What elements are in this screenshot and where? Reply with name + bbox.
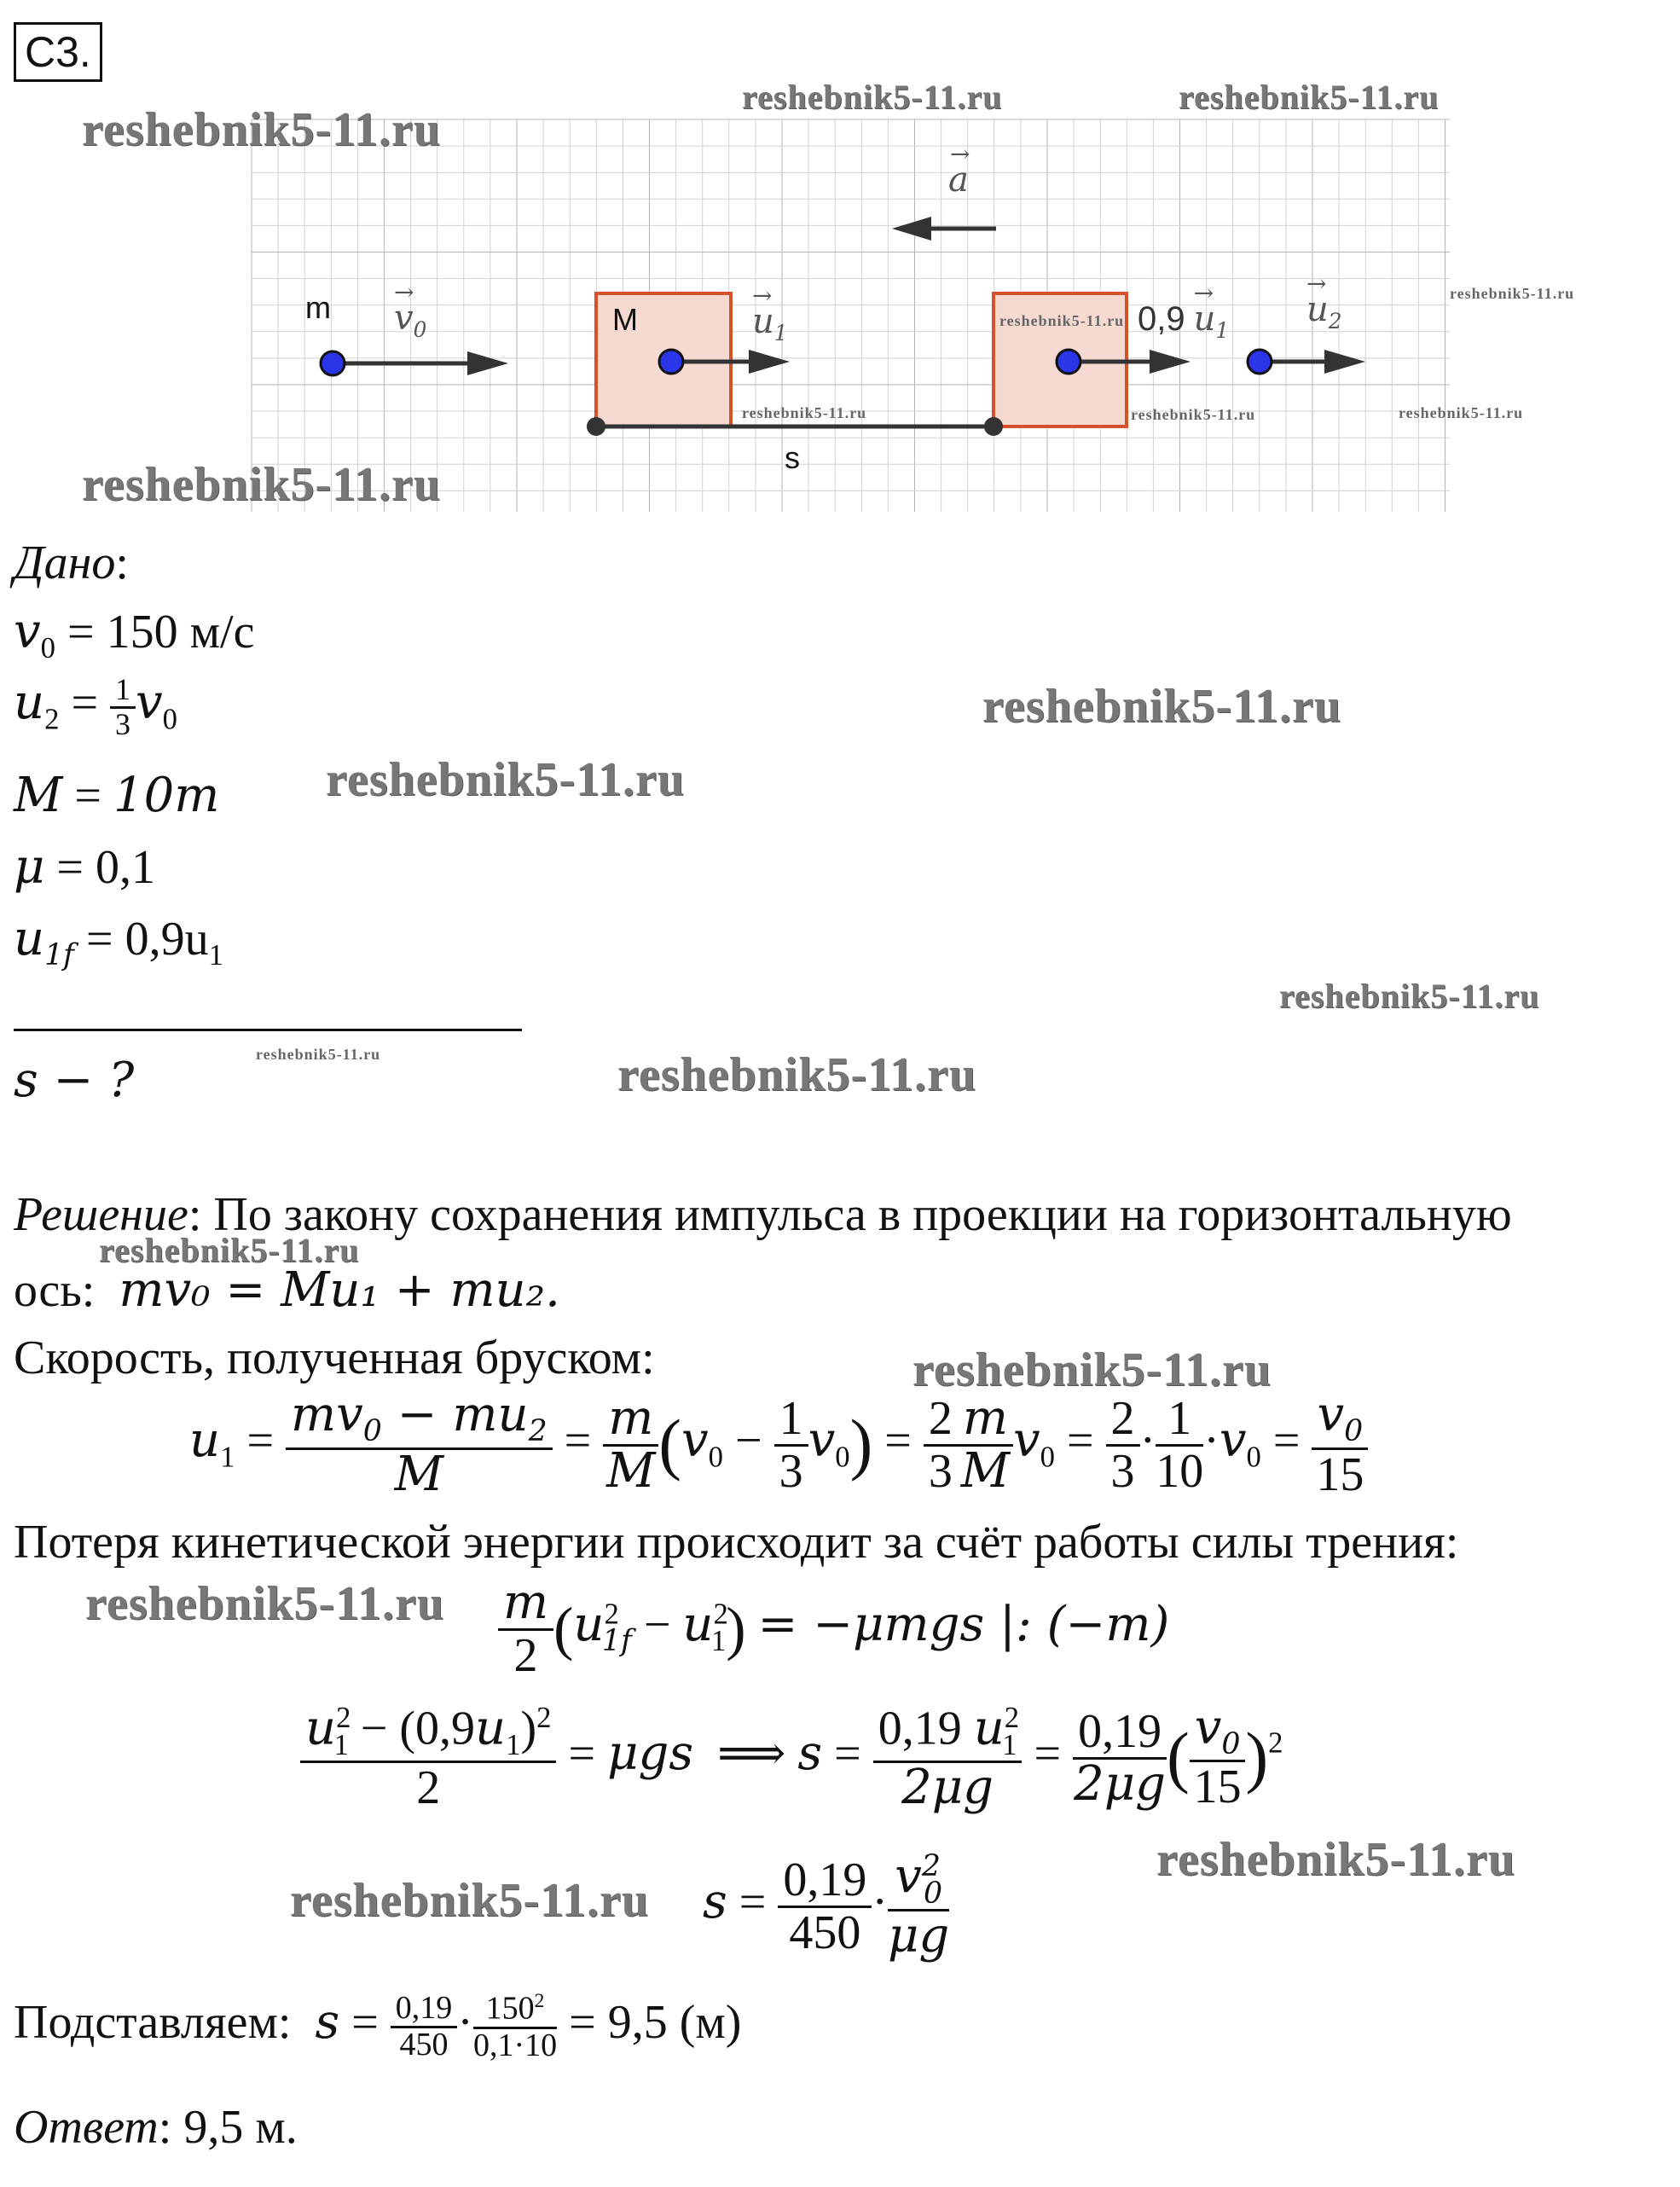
diagram-label-M: M [612,302,638,337]
watermark: reshebnik5-11.ru [1179,78,1440,116]
given-v0: $v_0 = 150$ м/с [14,604,255,665]
watermark: reshebnik5-11.ru [1450,285,1575,302]
watermark: reshebnik5-11.ru [999,312,1125,329]
watermark: reshebnik5-11.ru [1156,1833,1516,1886]
watermark: reshebnik5-11.ru [742,404,867,421]
s-formula: s = $\frac{0,19}{450}$ · $\frac{v^2_0}{\mu g}$ [703,1848,950,1964]
diagram-label-s: s [785,440,800,475]
diagram-label-u1: → $u_1$ [752,281,788,345]
given-separator [14,1029,522,1031]
given-heading: Дано: [14,537,129,589]
solution-momentum: ось: mv₀ = Mu₁ + mu₂. [14,1262,560,1318]
watermark: reshebnik5-11.ru [1399,404,1524,421]
watermark: reshebnik5-11.ru [912,1343,1272,1396]
bullet-ball-final [1248,350,1272,374]
answer-line: Ответ: 9,5 м. [14,2101,298,2154]
block-ball-initial [659,350,683,374]
watermark: reshebnik5-11.ru [82,458,442,511]
u1-formula: $u_1$ = $\frac{mv_0 - mu_2}{M}$ = $\frac{m}{M}$ ($v_0$ − $\frac{1}{3}$ $v_0$) = $\frac{2}{3}$ $\frac{m}{M}$ $v_0$ = $\frac{2}{3}$ · $\frac{1}{10}$ $\cdot v_0$ = $\frac{v_0}{15}$ [189,1390,1368,1500]
watermark: reshebnik5-11.ru [982,680,1342,733]
u1-arrowhead [749,350,790,374]
segment-end-point [984,417,1003,436]
watermark: reshebnik5-11.ru [82,103,442,156]
given-u2: $u_2$ = $\frac{1}{3}$ $v_0$ [14,672,178,741]
u1f-arrowhead [1150,350,1190,374]
watermark: reshebnik5-11.ru [256,1046,381,1063]
u2-arrowhead [1324,350,1365,374]
diagram-label-v0: → $v_0$ [394,278,427,342]
watermark: reshebnik5-11.ru [290,1874,650,1927]
diagram-label-u2: → $u_2$ [1306,270,1342,334]
watermark: reshebnik5-11.ru [99,1231,360,1269]
given-u1f: $u_{1f} = 0,9u_1$ [14,911,223,973]
find-unknown: s − ? [14,1053,135,1108]
watermark: reshebnik5-11.ru [1279,977,1540,1015]
bullet-m-ball [321,351,345,375]
energy-text: Потеря кинетической энергии происходит за счёт работы силы трения: [14,1516,1459,1569]
given-M: M = 10m [14,768,220,823]
v0-arrowhead [467,351,508,375]
diagram-label-u1f: 0,9 → $u_1$ [1138,279,1230,343]
energy-equation: $\frac{m}{2}$ $(u^2_{1f} - u^2_1) = -\mu mgs$ |: (−m) [498,1578,1169,1681]
s-derivation: $\frac{u^2_1 - (0,9u_1)^2}{2}$ = μgs ⟹ s = $\frac{0,19 u^2_1}{2\mu g}$ = $\frac{0,19}{2\mu g}$ ( $\frac{v_0}{15}$ )$^2$ [300,1703,1283,1813]
diagram-label-a: → a [948,140,970,200]
solution-intro: Решение: По закону сохранения импульса в проекции на горизонтальную [14,1188,1512,1241]
substitution-line: Подставляем: s = $\frac{0,19}{450}$ · $\frac{150^2}{0,1\cdot 10}$ = 9,5 (м) [14,1989,742,2063]
given-mu: μ = 0,1 [14,839,155,895]
diagram-label-m: m [305,290,331,325]
watermark: reshebnik5-11.ru [85,1577,445,1630]
watermark: reshebnik5-11.ru [617,1048,977,1101]
segment-start-point [587,417,605,436]
acceleration-arrowhead [892,217,931,241]
block-ball-final [1057,350,1080,374]
speed-text: Скорость, полученная бруском: [14,1331,655,1384]
watermark: reshebnik5-11.ru [1131,406,1256,423]
problem-label: C3. [14,22,102,82]
watermark: reshebnik5-11.ru [742,78,1003,116]
grid [252,119,1450,512]
watermark: reshebnik5-11.ru [326,753,686,806]
